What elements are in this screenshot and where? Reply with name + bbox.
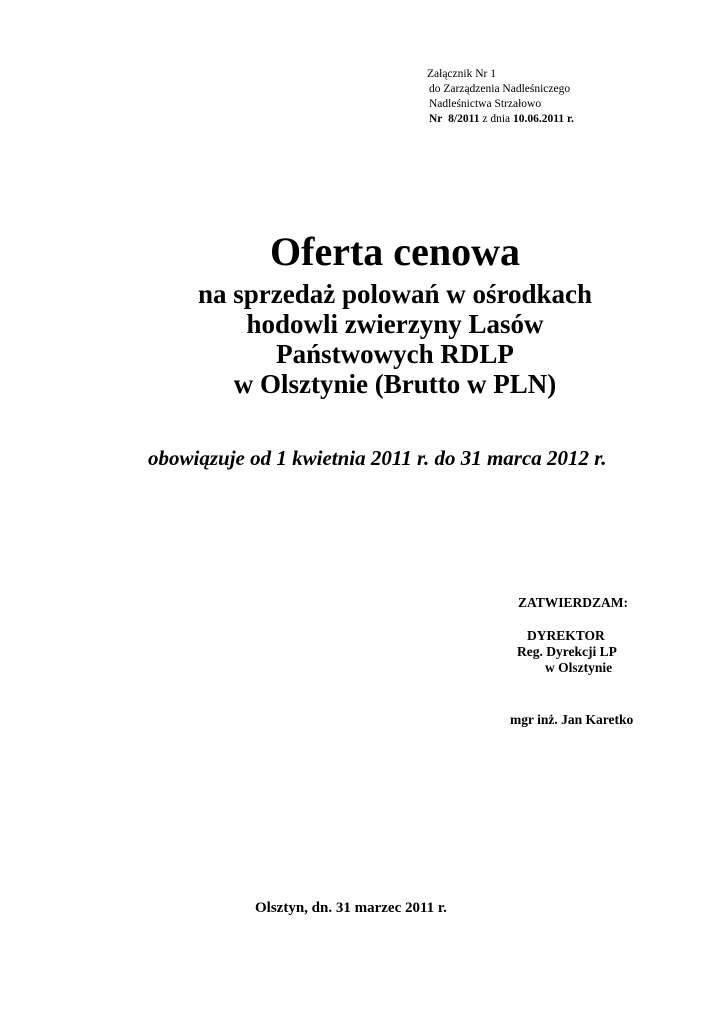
annex-line-1: Załącznik Nr 1	[427, 68, 496, 80]
annex-line-4	[427, 112, 574, 127]
document-title: Oferta cenowa	[270, 229, 520, 274]
approval-heading: ZATWIERDZAM:	[518, 595, 629, 610]
director-city: w Olsztynie	[545, 660, 613, 675]
annex-line-2: do Zarządzenia Nadleśniczego	[429, 83, 571, 95]
annex-note	[427, 67, 574, 127]
annex-date-prefix: z dnia	[482, 113, 511, 125]
annex-date: 10.06.2011 r.	[513, 113, 574, 125]
subtitle-line-3: Państwowych RDLP	[276, 339, 514, 369]
place-and-date: Olsztyn, dn. 31 marzec 2011 r.	[255, 900, 447, 916]
subtitle-line-2: hodowli zwierzyny Lasów	[246, 309, 544, 339]
director-title: DYREKTOR	[527, 628, 605, 643]
annex-number: 8/2011	[448, 113, 480, 125]
subtitle-line-4: w Olsztynie (Brutto w PLN)	[233, 369, 557, 399]
signer-name: mgr inż. Jan Karetko	[510, 712, 634, 727]
validity-period: obowiązuje od 1 kwietnia 2011 r. do 31 marca 2012 r.	[148, 446, 607, 470]
annex-line-3: Nadleśnictwa Strzałowo	[429, 98, 542, 110]
document-subtitle	[0, 279, 725, 399]
subtitle-line-1: na sprzedaż polowań w ośrodkach	[197, 279, 593, 309]
annex-nr-prefix: Nr	[429, 113, 443, 125]
director-organization: Reg. Dyrekcji LP	[517, 644, 617, 659]
